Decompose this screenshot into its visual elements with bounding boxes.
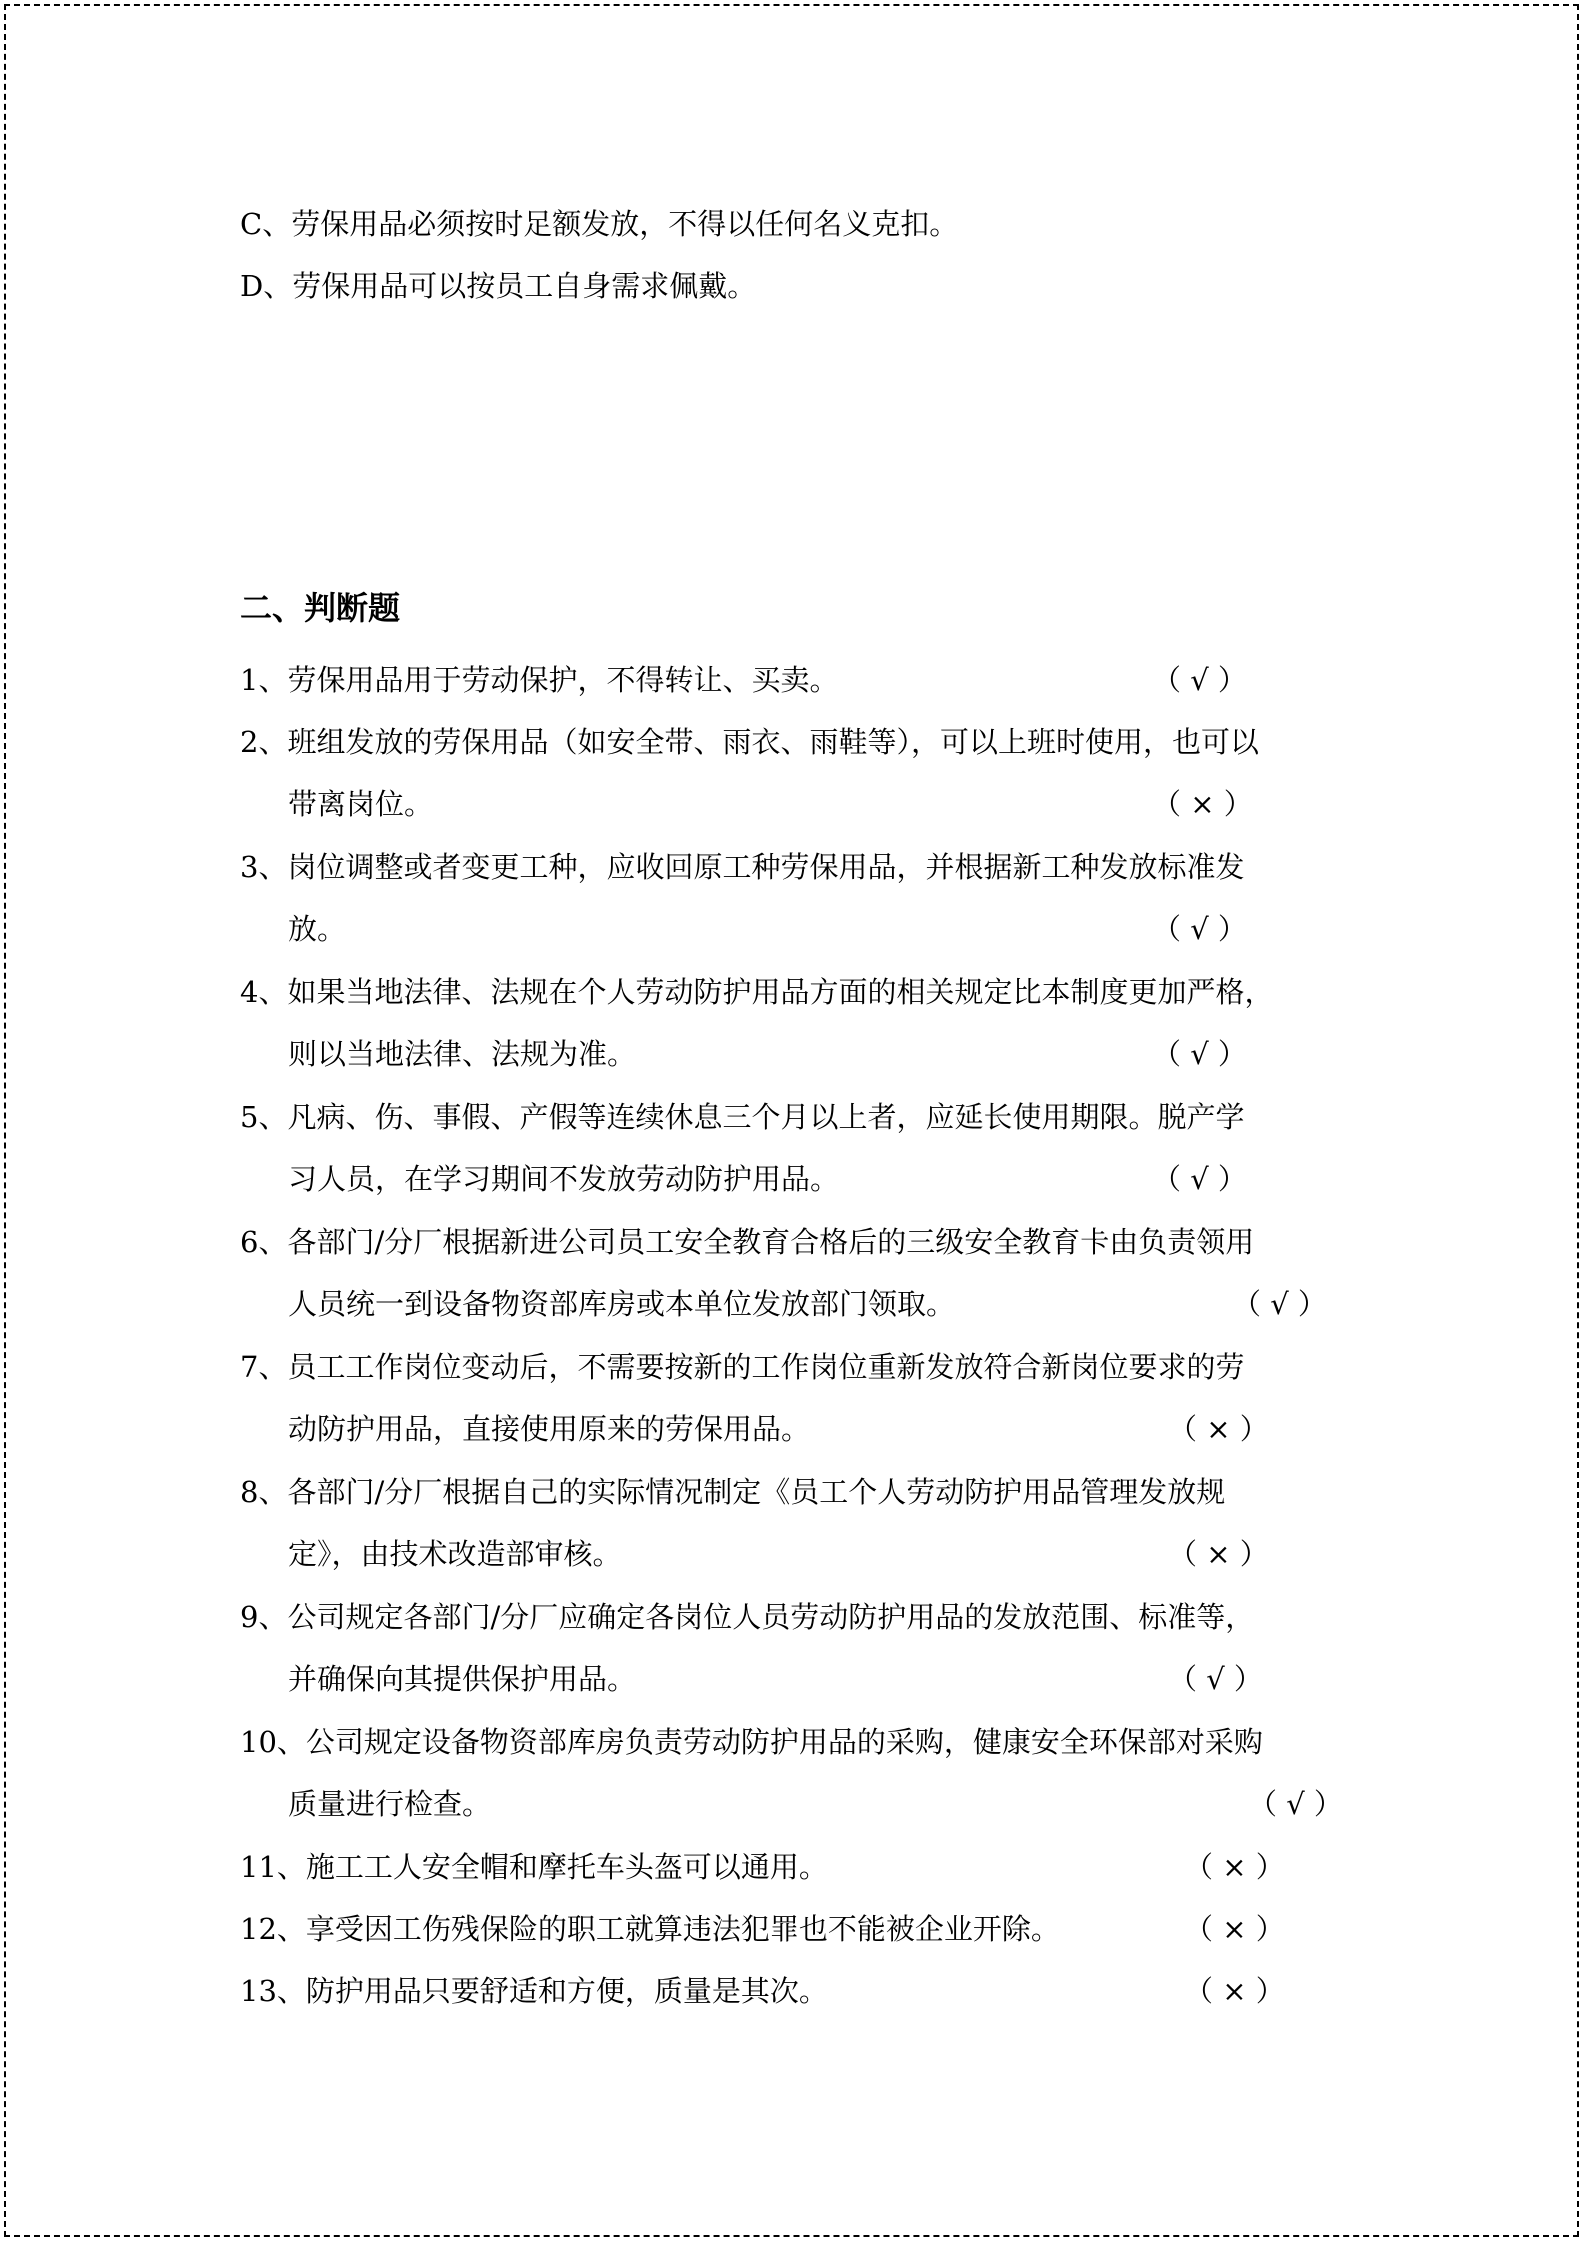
answer-4: （ √ ） — [1152, 1037, 1247, 1071]
question-5-line-2: 习人员，在学习期间不发放劳动防护用品。 — [288, 1162, 840, 1196]
question-5-line-1: 5、凡病、伤、事假、产假等连续休息三个月以上者，应延长使用期限。脱产学 — [240, 1100, 1245, 1134]
question-8-line-2: 定》，由技术改造部审核。 — [288, 1537, 622, 1571]
question-2-line-2: 带离岗位。 — [288, 787, 434, 821]
question-13-line-1: 13、防护用品只要舒适和方便，质量是其次。 — [240, 1974, 828, 2008]
question-9-line-1: 9、公司规定各部门/分厂应确定各岗位人员劳动防护用品的发放范围、标准等， — [240, 1600, 1255, 1634]
answer-5: （ √ ） — [1152, 1162, 1247, 1196]
answer-1: （ √ ） — [1152, 663, 1247, 697]
question-3-line-2: 放。 — [288, 912, 347, 946]
answer-2: （ × ） — [1152, 787, 1253, 821]
question-6-line-1: 6、各部门/分厂根据新进公司员工安全教育合格后的三级安全教育卡由负责领用 — [240, 1225, 1255, 1259]
answer-9: （ √ ） — [1168, 1662, 1263, 1696]
question-8-line-1: 8、各部门/分厂根据自己的实际情况制定《员工个人劳动防护用品管理发放规 — [240, 1475, 1226, 1509]
answer-8: （ × ） — [1168, 1537, 1269, 1571]
answer-3: （ √ ） — [1152, 912, 1247, 946]
question-4-line-2: 则以当地法律、法规为准。 — [288, 1037, 637, 1071]
question-3-line-1: 3、岗位调整或者变更工种，应收回原工种劳保用品，并根据新工种发放标准发 — [240, 850, 1245, 884]
answer-10: （ √ ） — [1248, 1787, 1343, 1821]
answer-11: （ × ） — [1184, 1850, 1285, 1884]
answer-12: （ × ） — [1184, 1912, 1285, 1946]
answer-6: （ √ ） — [1232, 1287, 1327, 1321]
question-12-line-1: 12、享受因工伤残保险的职工就算违法犯罪也不能被企业开除。 — [240, 1912, 1060, 1946]
question-1-line-1: 1、劳保用品用于劳动保护，不得转让、买卖。 — [240, 663, 839, 697]
option-c: C、劳保用品必须按时足额发放，不得以任何名义克扣。 — [240, 207, 959, 241]
answer-13: （ × ） — [1184, 1974, 1285, 2008]
question-10-line-2: 质量进行检查。 — [288, 1787, 492, 1821]
question-9-line-2: 并确保向其提供保护用品。 — [288, 1662, 637, 1696]
question-11-line-1: 11、施工工人安全帽和摩托车头盔可以通用。 — [240, 1850, 828, 1884]
question-10-line-1: 10、公司规定设备物资部库房负责劳动防护用品的采购，健康安全环保部对采购 — [240, 1725, 1263, 1759]
question-7-line-2: 动防护用品，直接使用原来的劳保用品。 — [288, 1412, 811, 1446]
section-title: 二、判断题 — [240, 589, 401, 627]
question-6-line-2: 人员统一到设备物资部库房或本单位发放部门领取。 — [288, 1287, 956, 1321]
question-4-line-1: 4、如果当地法律、法规在个人劳动防护用品方面的相关规定比本制度更加严格， — [240, 975, 1274, 1009]
question-7-line-1: 7、员工工作岗位变动后，不需要按新的工作岗位重新发放符合新岗位要求的劳 — [240, 1350, 1245, 1384]
option-d: D、劳保用品可以按员工自身需求佩戴。 — [240, 269, 757, 303]
question-2-line-1: 2、班组发放的劳保用品（如安全带、雨衣、雨鞋等），可以上班时使用，也可以 — [240, 725, 1259, 759]
answer-7: （ × ） — [1168, 1412, 1269, 1446]
